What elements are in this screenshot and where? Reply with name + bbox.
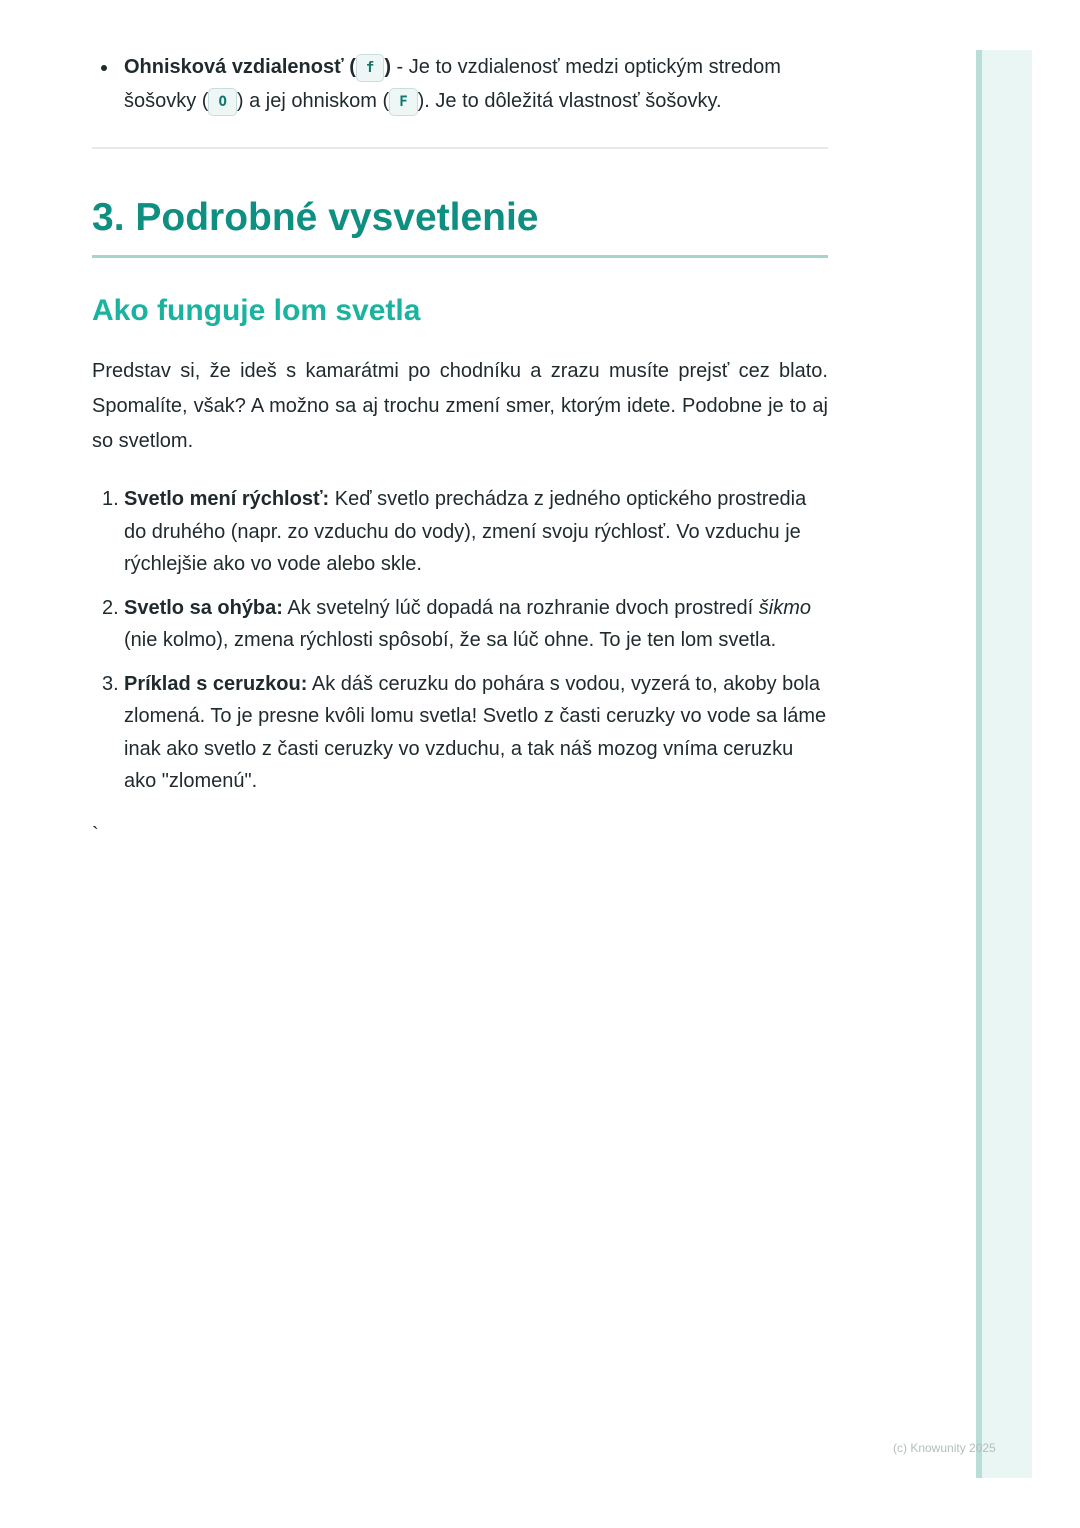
- definition-text-1: - Je to vzdialenosť medzi optickým stredom šošovky (: [124, 56, 781, 112]
- divider: [92, 147, 828, 149]
- step-number: 2.: [102, 596, 119, 619]
- side-panel: [976, 50, 1032, 1478]
- step-title: Príklad s ceruzkou:: [124, 672, 308, 695]
- list-item: [92, 50, 828, 118]
- definition-text-3: ). Je to dôležitá vlastnosť šošovky.: [417, 90, 722, 112]
- section-heading: 3. Podrobné vysvetlenie: [92, 193, 828, 258]
- steps-list: [92, 483, 828, 798]
- page-content: [92, 50, 828, 850]
- step-text: Ak svetelný lúč dopadá na rozhranie dvoch prostredí: [282, 596, 759, 619]
- intro-paragraph: Predstav si, že ideš s kamarátmi po chodníku a zrazu musíte prejsť cez blato. Spomalíte, však? A možno sa aj trochu zmení smer, ktorým idete. Podobne je to aj so svetlom.: [92, 360, 828, 452]
- stray-mark: `: [92, 823, 99, 846]
- list-item: [92, 668, 828, 798]
- code-f: f: [356, 54, 384, 82]
- step-title: Svetlo sa ohýba:: [124, 596, 283, 619]
- list-item: [92, 592, 828, 657]
- subheading: Ako funguje lom svetla: [92, 294, 421, 327]
- step-text: Ak dáš ceruzku do pohára s vodou, vyzerá to, akoby bola zlomená. To je presne kvôli lomu svetla! Svetlo z časti ceruzky vo vode sa láme inak ako svetlo z časti ceruzky vo vzduchu, a tak náš mozog vníma ceruzku ako "zlomenú".: [124, 672, 827, 792]
- list-item: [92, 483, 828, 581]
- term-label: Ohnisková vzdialenosť ( f ): [124, 56, 391, 78]
- step-emphasis: šikmo: [758, 596, 812, 619]
- definition-list: [92, 50, 828, 118]
- code-o: O: [208, 88, 236, 116]
- definition-text-2: ) a jej ohniskom (: [236, 90, 390, 112]
- step-text: Keď svetlo prechádza z jedného optického prostredia do druhého (napr. zo vzduchu do vody), zmení svoju rýchlosť. Vo vzduchu je rýchlejšie ako vo vode alebo skle.: [124, 488, 807, 575]
- code-F: F: [389, 88, 417, 116]
- step-number: 3.: [102, 672, 119, 695]
- copyright-footer: (c) Knowunity 2025: [893, 1441, 996, 1455]
- step-number: 1.: [102, 488, 119, 510]
- step-title: Svetlo mení rýchlosť:: [124, 488, 330, 510]
- side-accent-bar: [976, 50, 982, 1478]
- step-text: (nie kolmo), zmena rýchlosti spôsobí, že sa lúč ohne. To je ten lom svetla.: [124, 629, 777, 651]
